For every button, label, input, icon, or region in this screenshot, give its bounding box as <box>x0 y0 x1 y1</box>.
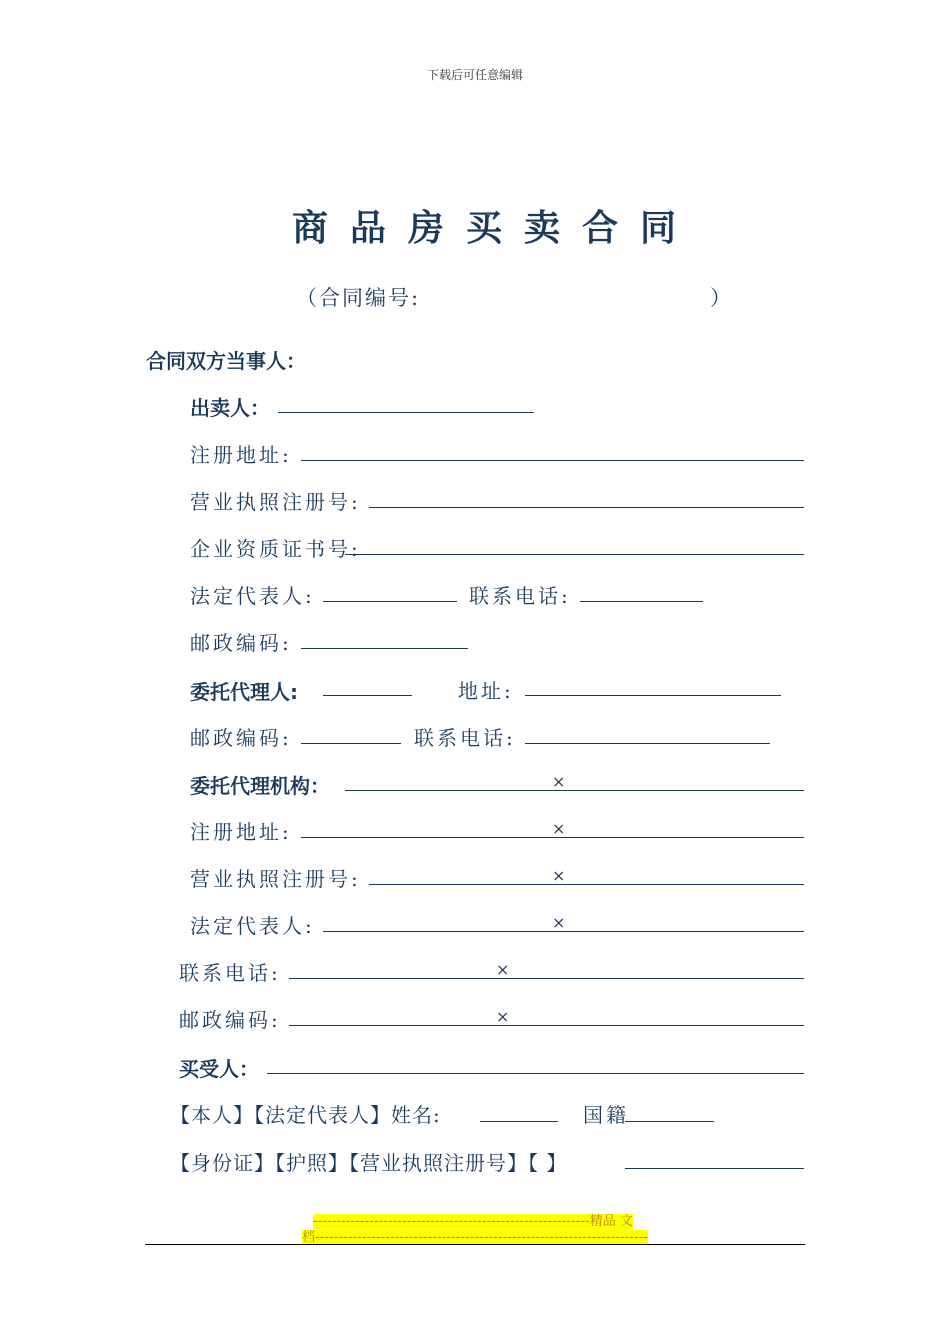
seller-label: 出卖人： <box>190 396 270 420</box>
buyer-nationality-label: 国籍 <box>583 1103 629 1127</box>
seller-qualification-label: 企业资质证书号: <box>190 537 361 561</box>
agency-postcode-cross: × <box>496 1007 510 1026</box>
agency-phone-cross: × <box>496 960 510 979</box>
agency-phone-line[interactable] <box>289 978 804 979</box>
footer-rule <box>145 1244 805 1245</box>
buyer-person-name-line[interactable] <box>480 1121 558 1122</box>
agency-name-cross: × <box>552 772 566 791</box>
agent-phone-line[interactable] <box>525 743 770 744</box>
agency-reg-address-label: 注册地址: <box>190 820 292 844</box>
agency-reg-address-cross: × <box>552 819 566 838</box>
buyer-name-type-label: 【本人】【法定代表人】姓名: <box>170 1103 441 1127</box>
seller-reg-address-line[interactable] <box>301 460 804 461</box>
agency-phone-label: 联系电话: <box>179 961 281 985</box>
seller-name-line[interactable] <box>278 412 534 413</box>
buyer-nationality-line[interactable] <box>625 1121 714 1122</box>
contract-number-label: （合同编号: <box>296 286 421 310</box>
seller-license-label: 营业执照注册号: <box>190 490 361 514</box>
buyer-label: 买受人： <box>179 1057 259 1081</box>
footer-line-2: 档----------------------------------------------------------------------- <box>302 1230 649 1245</box>
seller-qualification-line[interactable] <box>345 554 804 555</box>
agency-license-cross: × <box>552 866 566 885</box>
buyer-name-line[interactable] <box>267 1073 804 1074</box>
agency-license-label: 营业执照注册号: <box>190 867 361 891</box>
agent-postcode-label: 邮政编码: <box>190 726 292 750</box>
seller-postcode-line[interactable] <box>301 648 468 649</box>
parties-heading: 合同双方当事人： <box>146 349 306 373</box>
agent-postcode-line[interactable] <box>301 743 401 744</box>
agent-label: 委托代理人: <box>190 680 298 704</box>
agency-postcode-line[interactable] <box>289 1025 804 1026</box>
seller-legal-rep-line[interactable] <box>323 601 457 602</box>
buyer-id-type-label: 【身份证】【护照】【营业执照注册号】【 】 <box>170 1151 568 1175</box>
footer-line-1: -----------------------------------------------------------精品 文 <box>313 1214 633 1229</box>
agency-name-line[interactable] <box>345 790 804 791</box>
agent-address-label: 地址: <box>458 679 514 703</box>
seller-legal-rep-label: 法定代表人: <box>190 584 315 608</box>
agent-name-line[interactable] <box>323 695 412 696</box>
page-header: 下载后可任意编辑 <box>426 68 523 82</box>
agency-postcode-label: 邮政编码: <box>179 1008 281 1032</box>
seller-phone-label: 联系电话: <box>469 584 571 608</box>
agent-address-line[interactable] <box>525 695 781 696</box>
seller-phone-line[interactable] <box>580 601 703 602</box>
seller-reg-address-label: 注册地址: <box>190 443 292 467</box>
document-title: 商品房买卖合同 <box>291 207 698 249</box>
contract-number-close: ） <box>710 286 731 310</box>
seller-license-line[interactable] <box>369 507 804 508</box>
agency-legal-rep-cross: × <box>552 913 566 932</box>
agency-legal-rep-label: 法定代表人: <box>190 914 315 938</box>
seller-postcode-label: 邮政编码: <box>190 631 292 655</box>
agent-phone-label: 联系电话: <box>414 726 516 750</box>
buyer-id-number-line[interactable] <box>625 1168 804 1169</box>
agency-license-line[interactable] <box>369 884 804 885</box>
agency-label: 委托代理机构： <box>190 774 330 798</box>
